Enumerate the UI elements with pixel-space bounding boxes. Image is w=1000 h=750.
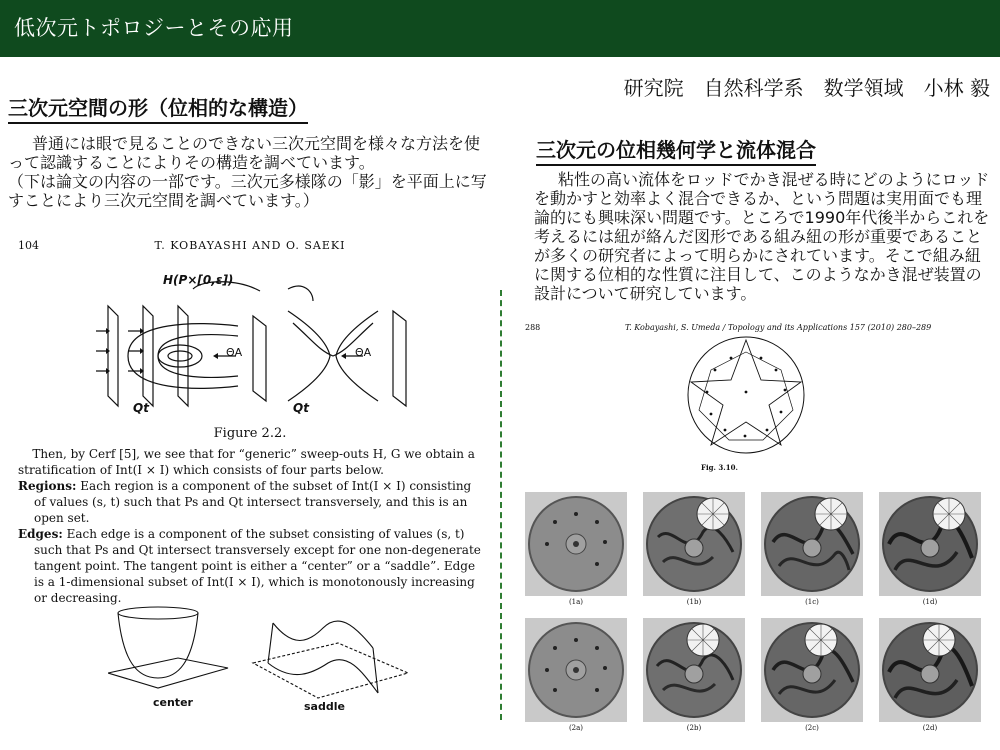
mixing-dish-image: [643, 492, 745, 596]
photo-image: [525, 618, 627, 722]
running-title: T. KOBAYASHI AND O. SAEKI: [154, 239, 346, 252]
figure-label-h: H(P×[0,ε]): [163, 273, 234, 287]
figure-label-theta-left: ΘA: [226, 346, 243, 359]
edges-term: Edges:: [18, 527, 63, 541]
photo-label: (2c): [805, 724, 819, 732]
figure-caption: Figure 2.2.: [213, 426, 287, 441]
title-bar: [0, 0, 1000, 57]
photo-1c: [761, 492, 863, 610]
photo-label: (1b): [686, 598, 702, 606]
author-line: 研究院 自然科学系 数学領域 小林 毅: [623, 76, 990, 100]
right-section-heading: 三次元の位相幾何学と流体混合: [536, 134, 816, 166]
mixing-dish-image: [643, 618, 745, 722]
left-paragraph-1: 普通には眼で見ることのできない三次元空間を様々な方法を使って認識することによりその構造を調べています。: [8, 134, 481, 172]
figure-label-q-right: Qt: [293, 401, 309, 415]
regions-definition: [18, 478, 484, 526]
mixing-dish-image: [879, 492, 981, 596]
photo-label: (1d): [922, 598, 938, 606]
mixing-dish-image: [879, 618, 981, 722]
photo-grid: [525, 492, 995, 737]
photo-label: (2b): [686, 724, 702, 732]
mixing-dish-image: [761, 618, 863, 722]
photo-image: [761, 492, 863, 596]
figure-label-theta-right: ΘA: [355, 346, 372, 359]
figure-label-right: Fig. 3.10.: [701, 463, 738, 472]
edges-text: Each edge is a component of the subset consisting of values (s, t) such that Ps and Qt intersect transversely except for one non-degenerate tangent point. The tangent point is either a “center” or a “saddle”. Edge is a 1-dimensional subset of Int(I × I), which is monotonously increasing or decreasing.: [34, 527, 481, 605]
photo-2b: [643, 618, 745, 736]
photo-image: [643, 618, 745, 722]
left-paragraph-2: （下は論文の内容の一部です。三次元多様隊の「影」を平面上に写すことにより三次元空間を調べています。）: [8, 172, 487, 210]
photo-2a: [525, 618, 627, 736]
photo-2c: [761, 618, 863, 736]
regions-term: Regions:: [18, 479, 77, 493]
paper-excerpt-left: [8, 233, 492, 720]
mixing-dish-image: [525, 492, 627, 596]
label-center: center: [153, 696, 193, 709]
paper-excerpt-right: [521, 320, 997, 740]
figure-label-q-left: Qt: [133, 401, 149, 415]
journal-line: T. Kobayashi, S. Umeda / Topology and its Applications 157 (2010) 280–289: [625, 323, 932, 332]
paper-body: [18, 446, 484, 606]
photo-image: [643, 492, 745, 596]
page-number: 104: [18, 239, 39, 252]
regions-text: Each region is a component of the subset of Int(I × I) consisting of values (s, t) such that Ps and Qt intersect transversely, and this is an open set.: [34, 479, 472, 525]
page-title: 低次元トポロジーとその応用: [14, 16, 294, 40]
figure-braid-star: [681, 330, 811, 460]
photo-image: [879, 618, 981, 722]
photo-image: [761, 618, 863, 722]
right-paragraph: 粘性の高い流体をロッドでかき混ぜる時にどのようにロッドを動かすと効率よく混合できるか、という問題は実用面でも理論的にも興味深い問題です。ところで1990年代後半からこれを考えるには紐が絡んだ図形である組み紐の形が重要であることが多くの研究者によって明らかにされています。そこで組み紐に関する位相的な性質に注目して、このようなかき混ぜ装置の設計について研究しています。: [534, 170, 990, 303]
photo-1b: [643, 492, 745, 610]
photo-1d: [879, 492, 981, 610]
photo-label: (1c): [805, 598, 819, 606]
photo-1a: [525, 492, 627, 610]
page-number-right: 288: [525, 323, 541, 332]
left-section-heading: 三次元空間の形（位相的な構造）: [8, 92, 308, 124]
photo-label: (2d): [922, 724, 938, 732]
section-divider: [500, 290, 502, 720]
paper-intro: Then, by Cerf [5], we see that for “generic” sweep-outs H, G we obtain a stratification of Int(I × I) which consists of four parts below.: [18, 447, 475, 477]
mixing-dish-image: [761, 492, 863, 596]
photo-2d: [879, 618, 981, 736]
photo-image: [525, 492, 627, 596]
right-section-text: [534, 170, 996, 303]
mixing-dish-image: [525, 618, 627, 722]
label-saddle: saddle: [304, 700, 345, 713]
edges-definition: [18, 526, 484, 606]
left-section-text: [8, 134, 488, 210]
photo-image: [879, 492, 981, 596]
photo-label: (2a): [568, 724, 584, 732]
photo-label: (1a): [568, 598, 584, 606]
